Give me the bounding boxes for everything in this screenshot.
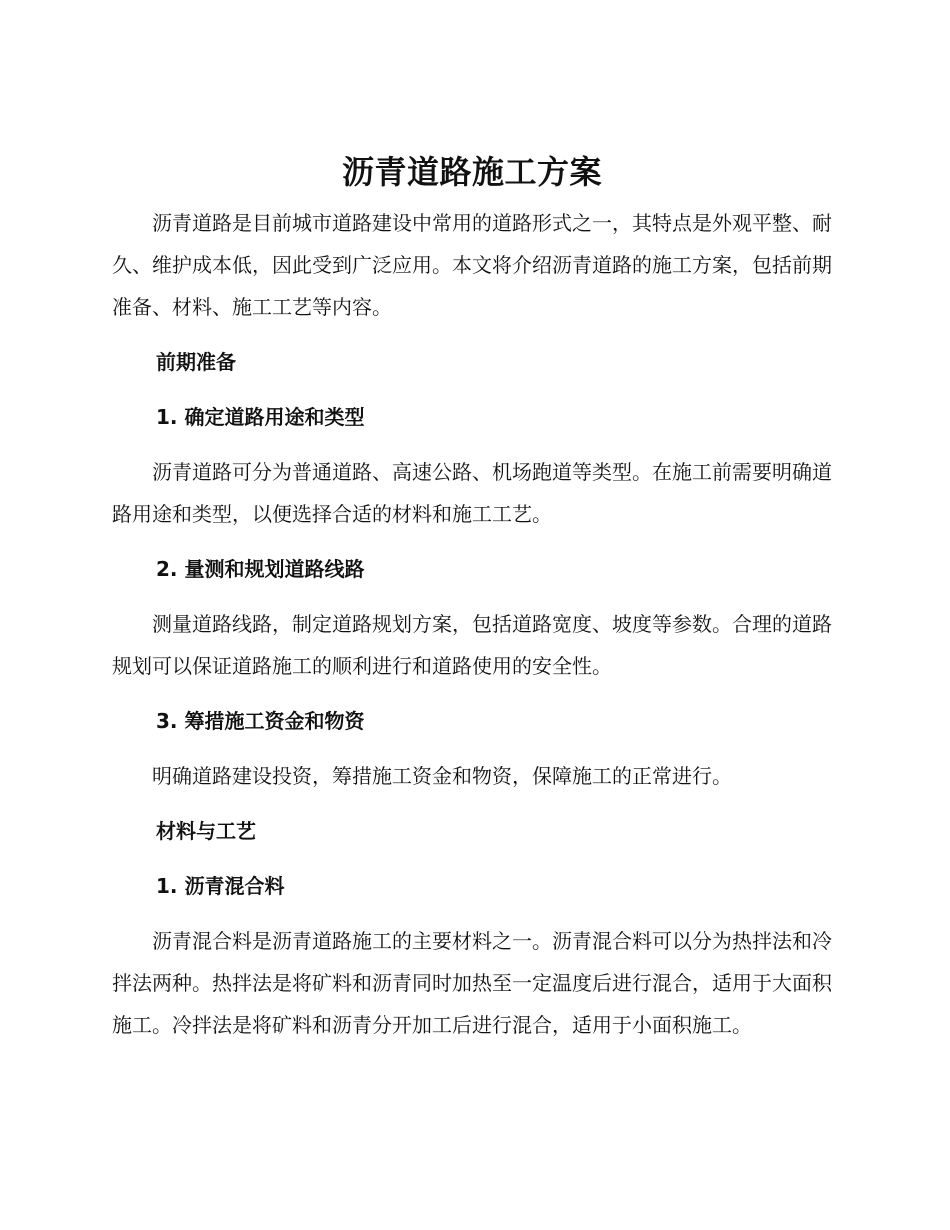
subheading-road-purpose: 1. 确定道路用途和类型 xyxy=(156,405,365,429)
document-title: 沥青道路施工方案 xyxy=(341,153,602,191)
intro-paragraph: 沥青道路是目前城市道路建设中常用的道路形式之一，其特点是外观平整、耐久、维护成本低，因此受到广泛应用。本文将介绍沥青道路的施工方案，包括前期准备、材料、施工工艺等内容。 xyxy=(112,211,832,319)
paragraph-road-purpose: 沥青道路可分为普通道路、高速公路、机场跑道等类型。在施工前需要明确道路用途和类型，以便选择合适的材料和施工工艺。 xyxy=(112,460,832,526)
document-page xyxy=(112,146,832,1046)
paragraph-funding: 明确道路建设投资，筹措施工资金和物资，保障施工的正常进行。 xyxy=(152,764,732,788)
subheading-asphalt-mixture: 1. 沥青混合料 xyxy=(156,874,285,898)
section-heading-preparation: 前期准备 xyxy=(156,350,236,374)
subheading-funding: 3. 筹措施工资金和物资 xyxy=(156,709,365,733)
paragraph-asphalt-mixture: 沥青混合料是沥青道路施工的主要材料之一。沥青混合料可以分为热拌法和冷拌法两种。热拌法是将矿料和沥青同时加热至一定温度后进行混合，适用于大面积施工。冷拌法是将矿料和沥青分开加工后进行混合，适用于小面积施工。 xyxy=(112,929,832,1037)
section-heading-materials: 材料与工艺 xyxy=(156,819,256,843)
paragraph-survey-planning: 测量道路线路，制定道路规划方案，包括道路宽度、坡度等参数。合理的道路规划可以保证道路施工的顺利进行和道路使用的安全性。 xyxy=(112,612,832,678)
subheading-survey-planning: 2. 量测和规划道路线路 xyxy=(156,557,365,581)
